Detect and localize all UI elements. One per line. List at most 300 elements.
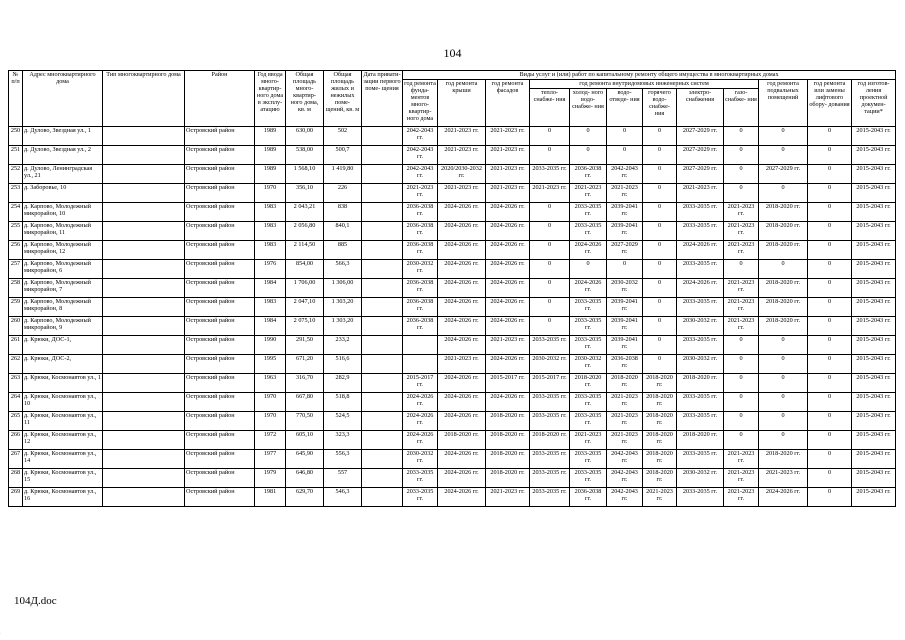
cell-gas: 0 xyxy=(724,127,759,146)
cell-year: 1972 xyxy=(255,431,286,450)
cell-total-area: 629,70 xyxy=(286,488,324,507)
cell-cold-water: 2036-2038 гг. xyxy=(570,165,607,184)
cell-type xyxy=(103,222,185,241)
cell-address: д. Карпово, Молодежный микрорайон, 12 xyxy=(23,241,103,260)
cell-num: 268 xyxy=(9,469,23,488)
cell-year: 1970 xyxy=(255,412,286,431)
cell-living-area: 840,1 xyxy=(324,222,362,241)
cell-basement: 2018-2020 гг. xyxy=(759,241,808,260)
cell-type xyxy=(103,431,185,450)
cell-basement: 0 xyxy=(759,374,808,393)
col-electric: электро- снабжения xyxy=(677,89,724,127)
cell-district: Островский район xyxy=(185,241,255,260)
cell-num: 261 xyxy=(9,336,23,355)
cell-district: Островский район xyxy=(185,317,255,336)
cell-gas: 0 xyxy=(724,146,759,165)
cell-heat: 2033-2035 гг. xyxy=(530,336,570,355)
cell-address: д. Крюки, Космонавтов ул., 15 xyxy=(23,469,103,488)
cell-cold-water: 2033-2035 гг. xyxy=(570,222,607,241)
col-year-built: Год ввода много- квартир- ного дома в эксплу- атацию xyxy=(255,71,286,127)
table-row xyxy=(9,355,896,374)
cell-basement: 2018-2020 гг. xyxy=(759,279,808,298)
cell-cold-water: 2033-2035 гг. xyxy=(570,469,607,488)
cell-basement: 0 xyxy=(759,412,808,431)
cell-district: Островский район xyxy=(185,431,255,450)
cell-gas: 2021-2023 гг. xyxy=(724,469,759,488)
cell-basement: 2018-2020 гг. xyxy=(759,298,808,317)
cell-design-docs: 2015-2043 гг. xyxy=(852,431,896,450)
cell-hot-water: 0 xyxy=(643,279,677,298)
col-roof: год ремонта крыши xyxy=(438,80,486,127)
cell-year: 1977 xyxy=(255,450,286,469)
cell-living-area: 1 303,20 xyxy=(324,317,362,336)
cell-living-area: 226 xyxy=(324,184,362,203)
capital-repair-table xyxy=(8,70,896,507)
cell-cold-water: 2030-2032 гг. xyxy=(570,355,607,374)
cell-district: Островский район xyxy=(185,203,255,222)
cell-electric: 2030-2032 гг. xyxy=(677,469,724,488)
table-row xyxy=(9,279,896,298)
cell-design-docs: 2015-2043 гг. xyxy=(852,222,896,241)
cell-year: 1983 xyxy=(255,298,286,317)
cell-year: 1989 xyxy=(255,165,286,184)
cell-hot-water: 0 xyxy=(643,298,677,317)
cell-gas: 2021-2023 гг. xyxy=(724,241,759,260)
cell-living-area: 566,3 xyxy=(324,260,362,279)
cell-electric: 2033-2035 гг. xyxy=(677,336,724,355)
cell-design-docs: 2015-2043 гг. xyxy=(852,165,896,184)
cell-roof: 2024-2026 гг. xyxy=(438,279,486,298)
cell-roof: 2024-2026 гг. xyxy=(438,412,486,431)
cell-cold-water: 2024-2026 гг. xyxy=(570,241,607,260)
cell-district: Островский район xyxy=(185,336,255,355)
cell-electric: 2021-2023 гг. xyxy=(677,184,724,203)
cell-hot-water: 2018-2020 гг. xyxy=(643,431,677,450)
cell-foundation: 2033-2035 гг. xyxy=(403,488,438,507)
cell-elevator: 0 xyxy=(808,336,852,355)
col-total-area: Общая площадь много- квартир- ного дома, кв. м xyxy=(286,71,324,127)
cell-hot-water: 0 xyxy=(643,165,677,184)
cell-year: 1995 xyxy=(255,355,286,374)
cell-facade: 2024-2026 гг. xyxy=(486,222,530,241)
cell-hot-water: 0 xyxy=(643,184,677,203)
cell-privatization xyxy=(362,298,403,317)
cell-heat: 2033-2035 гг. xyxy=(530,165,570,184)
cell-foundation: 2030-2032 гг. xyxy=(403,450,438,469)
cell-gas: 0 xyxy=(724,165,759,184)
cell-total-area: 667,80 xyxy=(286,393,324,412)
cell-roof: 2018-2020 гг. xyxy=(438,431,486,450)
table-row xyxy=(9,412,896,431)
cell-electric: 2033-2035 гг. xyxy=(677,222,724,241)
cell-heat: 2018-2020 гг. xyxy=(530,431,570,450)
col-gas: газо- снабже- ния xyxy=(724,89,759,127)
cell-address: д. Карпово, Молодежный микрорайон, 11 xyxy=(23,222,103,241)
cell-living-area: 1 419,80 xyxy=(324,165,362,184)
cell-gas: 0 xyxy=(724,431,759,450)
cell-privatization xyxy=(362,127,403,146)
cell-district: Островский район xyxy=(185,393,255,412)
cell-num: 258 xyxy=(9,279,23,298)
cell-type xyxy=(103,260,185,279)
cell-heat: 0 xyxy=(530,260,570,279)
cell-cold-water: 2024-2026 гг. xyxy=(570,279,607,298)
cell-type xyxy=(103,469,185,488)
table-row xyxy=(9,374,896,393)
cell-gas: 2021-2023 гг. xyxy=(724,450,759,469)
cell-privatization xyxy=(362,241,403,260)
cell-roof: 2024-2026 гг. xyxy=(438,336,486,355)
col-district: Район xyxy=(185,71,255,127)
cell-facade: 2024-2026 гг. xyxy=(486,260,530,279)
cell-privatization xyxy=(362,412,403,431)
cell-type xyxy=(103,412,185,431)
cell-num: 250 xyxy=(9,127,23,146)
cell-electric: 2033-2035 гг. xyxy=(677,393,724,412)
cell-district: Островский район xyxy=(185,412,255,431)
cell-sewage: 2042-2043 гг. xyxy=(607,488,643,507)
cell-total-area: 356,10 xyxy=(286,184,324,203)
cell-design-docs: 2015-2043 гг. xyxy=(852,203,896,222)
cell-privatization xyxy=(362,165,403,184)
cell-living-area: 518,8 xyxy=(324,393,362,412)
cell-address: д. Крюки, ДОС-2, xyxy=(23,355,103,374)
col-foundation: год ремонта фунда- ментов много- квартир- ного дома xyxy=(403,80,438,127)
cell-sewage: 2021-2023 гг. xyxy=(607,393,643,412)
table-row xyxy=(9,222,896,241)
cell-type xyxy=(103,203,185,222)
cell-type xyxy=(103,488,185,507)
cell-total-area: 646,80 xyxy=(286,469,324,488)
cell-electric: 2033-2035 гг. xyxy=(677,260,724,279)
cell-design-docs: 2015-2043 гг. xyxy=(852,317,896,336)
cell-facade: 2024-2026 гг. xyxy=(486,317,530,336)
cell-sewage: 0 xyxy=(607,146,643,165)
cell-electric: 2024-2026 гг. xyxy=(677,241,724,260)
cell-heat: 0 xyxy=(530,203,570,222)
col-cold-water: холод- ного водо- снабже- ния xyxy=(570,89,607,127)
col-facade: год ремонта фасадов xyxy=(486,80,530,127)
table-row xyxy=(9,127,896,146)
cell-cold-water: 2033-2035 гг. xyxy=(570,336,607,355)
cell-electric: 2033-2035 гг. xyxy=(677,412,724,431)
cell-num: 262 xyxy=(9,355,23,374)
cell-hot-water: 0 xyxy=(643,222,677,241)
cell-foundation: 2030-2032 гг. xyxy=(403,260,438,279)
file-name-footer: 104Д.doc xyxy=(14,595,57,607)
cell-hot-water: 2018-2020 гг. xyxy=(643,393,677,412)
cell-electric: 2030-2032 гг. xyxy=(677,355,724,374)
col-design-docs: год изготов- ления проектной докумен- тации* xyxy=(852,80,896,127)
table-row xyxy=(9,146,896,165)
cell-address: д. Крюки, Космонавтов ул., 16 xyxy=(23,488,103,507)
cell-privatization xyxy=(362,393,403,412)
cell-total-area: 854,00 xyxy=(286,260,324,279)
cell-hot-water: 0 xyxy=(643,127,677,146)
cell-living-area: 323,3 xyxy=(324,431,362,450)
cell-design-docs: 2015-2043 гг. xyxy=(852,393,896,412)
cell-living-area: 1 303,20 xyxy=(324,298,362,317)
cell-foundation: 2024-2026 гг. xyxy=(403,431,438,450)
cell-foundation xyxy=(403,336,438,355)
cell-foundation: 2036-2038 гг. xyxy=(403,279,438,298)
cell-sewage: 2039-2041 гг. xyxy=(607,317,643,336)
cell-basement: 2018-2020 гг. xyxy=(759,450,808,469)
cell-num: 254 xyxy=(9,203,23,222)
col-num: № п/п xyxy=(9,71,23,127)
cell-address: д. Крюки, Космонавтов ул., 1 xyxy=(23,374,103,393)
cell-year: 1990 xyxy=(255,336,286,355)
table-row xyxy=(9,450,896,469)
col-basement: год ремонта подвальных помещений xyxy=(759,80,808,127)
cell-type xyxy=(103,241,185,260)
cell-elevator: 0 xyxy=(808,279,852,298)
cell-hot-water: 0 xyxy=(643,241,677,260)
cell-basement: 0 xyxy=(759,431,808,450)
cell-address: д. Крюки, ДОС-1, xyxy=(23,336,103,355)
cell-cold-water: 2036-2038 гг. xyxy=(570,488,607,507)
cell-roof: 2024-2026 гг. xyxy=(438,260,486,279)
cell-num: 269 xyxy=(9,488,23,507)
table-row xyxy=(9,488,896,507)
cell-privatization xyxy=(362,279,403,298)
cell-sewage: 2030-2032 гг. xyxy=(607,279,643,298)
cell-total-area: 605,10 xyxy=(286,431,324,450)
cell-roof: 2024-2026 гг. xyxy=(438,488,486,507)
cell-type xyxy=(103,279,185,298)
cell-total-area: 1 568,10 xyxy=(286,165,324,184)
cell-facade: 2024-2026 гг. xyxy=(486,355,530,374)
cell-gas: 2021-2023 гг. xyxy=(724,488,759,507)
cell-heat: 2033-2035 гг. xyxy=(530,412,570,431)
cell-foundation: 2024-2026 гг. xyxy=(403,412,438,431)
cell-basement: 2021-2023 гг. xyxy=(759,469,808,488)
cell-year: 1979 xyxy=(255,469,286,488)
cell-basement: 2024-2026 гг. xyxy=(759,488,808,507)
cell-year: 1983 xyxy=(255,222,286,241)
cell-elevator: 0 xyxy=(808,374,852,393)
cell-privatization xyxy=(362,203,403,222)
cell-total-area: 2 047,10 xyxy=(286,298,324,317)
cell-type xyxy=(103,374,185,393)
cell-living-area: 524,5 xyxy=(324,412,362,431)
cell-elevator: 0 xyxy=(808,241,852,260)
cell-electric: 2033-2035 гг. xyxy=(677,203,724,222)
cell-cold-water: 0 xyxy=(570,260,607,279)
cell-gas: 0 xyxy=(724,184,759,203)
cell-facade: 2018-2020 гг. xyxy=(486,450,530,469)
cell-privatization xyxy=(362,488,403,507)
cell-electric: 2018-2020 гг. xyxy=(677,374,724,393)
cell-facade: 2021-2023 гг. xyxy=(486,184,530,203)
cell-elevator: 0 xyxy=(808,127,852,146)
cell-facade: 2021-2023 гг. xyxy=(486,146,530,165)
cell-heat: 2021-2023 гг. xyxy=(530,184,570,203)
cell-facade: 2024-2026 гг. xyxy=(486,241,530,260)
cell-hot-water: 2018-2020 гг. xyxy=(643,412,677,431)
col-elevator: год ремонта или замены лифтового обору- дования xyxy=(808,80,852,127)
cell-design-docs: 2015-2043 гг. xyxy=(852,450,896,469)
cell-design-docs: 2015-2043 гг. xyxy=(852,469,896,488)
cell-living-area: 838 xyxy=(324,203,362,222)
cell-design-docs: 2015-2043 гг. xyxy=(852,279,896,298)
cell-elevator: 0 xyxy=(808,222,852,241)
cell-district: Островский район xyxy=(185,469,255,488)
cell-facade: 2018-2020 гг. xyxy=(486,469,530,488)
cell-foundation: 2036-2038 гг. xyxy=(403,222,438,241)
cell-total-area: 2 043,21 xyxy=(286,203,324,222)
cell-elevator: 0 xyxy=(808,355,852,374)
cell-facade: 2024-2026 гг. xyxy=(486,279,530,298)
cell-num: 257 xyxy=(9,260,23,279)
cell-gas: 2021-2023 гг. xyxy=(724,203,759,222)
cell-address: д. Заборовье, 10 xyxy=(23,184,103,203)
cell-num: 255 xyxy=(9,222,23,241)
table-row xyxy=(9,431,896,450)
cell-design-docs: 2015-2043 гг. xyxy=(852,241,896,260)
cell-type xyxy=(103,393,185,412)
cell-address: д. Карпово, Молодежный микрорайон, 10 xyxy=(23,203,103,222)
cell-hot-water: 2021-2023 гг. xyxy=(643,488,677,507)
cell-elevator: 0 xyxy=(808,431,852,450)
cell-facade: 2021-2023 гг. xyxy=(486,488,530,507)
cell-total-area: 2 056,80 xyxy=(286,222,324,241)
cell-facade: 2021-2023 гг. xyxy=(486,165,530,184)
cell-total-area: 291,50 xyxy=(286,336,324,355)
cell-num: 259 xyxy=(9,298,23,317)
cell-district: Островский район xyxy=(185,127,255,146)
cell-num: 267 xyxy=(9,450,23,469)
cell-year: 1989 xyxy=(255,146,286,165)
cell-cold-water: 2021-2023 гг. xyxy=(570,184,607,203)
cell-address: д. Карпово, Молодежный микрорайон, 8 xyxy=(23,298,103,317)
cell-living-area: 282,9 xyxy=(324,374,362,393)
cell-living-area: 516,6 xyxy=(324,355,362,374)
cell-year: 1970 xyxy=(255,393,286,412)
cell-total-area: 645,90 xyxy=(286,450,324,469)
cell-hot-water: 2018-2020 гг. xyxy=(643,469,677,488)
table-body xyxy=(9,127,896,507)
cell-sewage: 0 xyxy=(607,260,643,279)
cell-total-area: 630,00 xyxy=(286,127,324,146)
cell-hot-water: 0 xyxy=(643,146,677,165)
cell-gas: 2021-2023 гг. xyxy=(724,298,759,317)
cell-privatization xyxy=(362,184,403,203)
cell-electric: 2027-2029 гг. xyxy=(677,165,724,184)
cell-total-area: 2 114,50 xyxy=(286,241,324,260)
cell-year: 1981 xyxy=(255,488,286,507)
cell-num: 265 xyxy=(9,412,23,431)
cell-sewage: 2039-2041 гг. xyxy=(607,203,643,222)
cell-design-docs: 2015-2043 гг. xyxy=(852,127,896,146)
cell-heat: 2015-2017 гг. xyxy=(530,374,570,393)
cell-year: 1983 xyxy=(255,241,286,260)
cell-living-area: 546,3 xyxy=(324,488,362,507)
cell-sewage: 2042-2043 гг. xyxy=(607,469,643,488)
cell-roof: 2024-2026 гг. xyxy=(438,298,486,317)
cell-address: д. Крюки, Космонавтов ул., 14 xyxy=(23,450,103,469)
cell-heat: 2033-2035 гг. xyxy=(530,393,570,412)
cell-facade: 2021-2023 гг. xyxy=(486,336,530,355)
cell-basement: 0 xyxy=(759,146,808,165)
cell-type xyxy=(103,317,185,336)
cell-facade: 2018-2020 гг. xyxy=(486,412,530,431)
cell-total-area: 671,20 xyxy=(286,355,324,374)
cell-cold-water: 2033-2035 гг. xyxy=(570,298,607,317)
cell-hot-water: 0 xyxy=(643,203,677,222)
cell-district: Островский район xyxy=(185,184,255,203)
table-row xyxy=(9,336,896,355)
cell-cold-water: 2021-2023 гг. xyxy=(570,431,607,450)
cell-facade: 2015-2017 гг. xyxy=(486,374,530,393)
cell-design-docs: 2015-2043 гг. xyxy=(852,336,896,355)
cell-privatization xyxy=(362,355,403,374)
cell-total-area: 2 075,10 xyxy=(286,317,324,336)
cell-electric: 2027-2029 гг. xyxy=(677,127,724,146)
cell-facade: 2018-2020 гг. xyxy=(486,431,530,450)
cell-foundation: 2036-2038 гг. xyxy=(403,298,438,317)
cell-heat: 2033-2035 гг. xyxy=(530,469,570,488)
cell-district: Островский район xyxy=(185,279,255,298)
cell-design-docs: 2015-2043 гг. xyxy=(852,184,896,203)
cell-facade: 2024-2026 гг. xyxy=(486,298,530,317)
table-row xyxy=(9,184,896,203)
cell-sewage: 2042-2043 гг. xyxy=(607,450,643,469)
cell-electric: 2033-2035 гг. xyxy=(677,450,724,469)
cell-design-docs: 2015-2043 гг. xyxy=(852,374,896,393)
cell-heat: 0 xyxy=(530,279,570,298)
col-engineering-group: год ремонта внутридомовых инженерных систем xyxy=(530,80,759,89)
table-row xyxy=(9,317,896,336)
page-number: 104 xyxy=(443,46,462,60)
cell-address: д. Дулово, Звездная ул., 1 xyxy=(23,127,103,146)
cell-district: Островский район xyxy=(185,298,255,317)
cell-elevator: 0 xyxy=(808,469,852,488)
cell-year: 1989 xyxy=(255,127,286,146)
cell-type xyxy=(103,127,185,146)
cell-design-docs: 2015-2043 гг. xyxy=(852,146,896,165)
col-services-group: Виды услуг и (или) работ по капитальному ремонту общего имущества в многоквартирных домах xyxy=(403,71,896,80)
cell-elevator: 0 xyxy=(808,165,852,184)
cell-living-area: 885 xyxy=(324,241,362,260)
cell-hot-water: 0 xyxy=(643,317,677,336)
cell-type xyxy=(103,165,185,184)
cell-cold-water: 2033-2035 гг. xyxy=(570,393,607,412)
cell-elevator: 0 xyxy=(808,184,852,203)
cell-foundation: 2042-2043 гг. xyxy=(403,146,438,165)
cell-address: д. Крюки, Космонавтов ул., 10 xyxy=(23,393,103,412)
cell-sewage: 2021-2023 гг. xyxy=(607,431,643,450)
cell-heat: 0 xyxy=(530,146,570,165)
cell-foundation: 2042-2043 гг. xyxy=(403,165,438,184)
cell-cold-water: 0 xyxy=(570,127,607,146)
cell-cold-water: 2033-2035 гг. xyxy=(570,203,607,222)
cell-num: 251 xyxy=(9,146,23,165)
cell-privatization xyxy=(362,431,403,450)
cell-heat: 2030-2032 гг. xyxy=(530,355,570,374)
cell-foundation: 2042-2043 гг. xyxy=(403,127,438,146)
table-row xyxy=(9,165,896,184)
cell-elevator: 0 xyxy=(808,317,852,336)
cell-num: 266 xyxy=(9,431,23,450)
cell-district: Островский район xyxy=(185,146,255,165)
cell-roof: 2020/2030-2032 гг. xyxy=(438,165,486,184)
cell-roof: 2021-2023 гг. xyxy=(438,127,486,146)
cell-cold-water: 2018-2020 гг. xyxy=(570,374,607,393)
cell-roof: 2021-2023 гг. xyxy=(438,184,486,203)
cell-type xyxy=(103,450,185,469)
cell-hot-water: 0 xyxy=(643,355,677,374)
